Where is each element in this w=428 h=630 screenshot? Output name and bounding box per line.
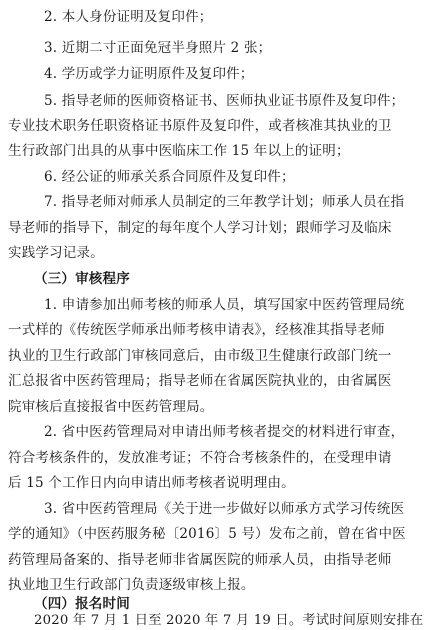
doc-line: 6. 经公证的师承关系合同原件及复印件； bbox=[44, 169, 295, 185]
doc-line: 符合考核条件的，发放准考证；不符合考核条件的，在受理申请 bbox=[8, 450, 392, 466]
doc-line: 学的通知》（中医药服务秘〔2016〕5 号）发布之前，曾在省中医 bbox=[8, 526, 406, 542]
doc-line: 3. 省中医药管理局《关于进一步做好以师承方式学习传统医 bbox=[44, 501, 405, 517]
doc-line: 1. 申请参加出师考核的师承人员，填写国家中医药管理局统 bbox=[44, 297, 405, 313]
doc-line: 生行政部门出具的从事中医临床工作 15 年以上的证明； bbox=[8, 143, 350, 159]
doc-line: 2020 年 7 月 1 日至 2020 年 7 月 19 日。考试时间原则安排在 bbox=[34, 613, 424, 628]
doc-line: 5. 指导老师的医师资格证书、医师执业证书原件及复印件； bbox=[44, 93, 405, 109]
doc-line: 7. 指导老师对师承人员制定的三年教学计划；师承人员在指 bbox=[44, 194, 405, 210]
section-heading: （四）报名时间 bbox=[34, 596, 130, 612]
doc-line: 后 15 个工作日内向申请出师考核者说明理由。 bbox=[8, 475, 295, 491]
doc-line: 3. 近期二寸正面免冠半身照片 2 张； bbox=[44, 40, 272, 56]
doc-line: 实践学习记录。 bbox=[8, 245, 104, 261]
doc-line: 导老师的指导下，制定的每年度个人学习计划；跟师学习及临床 bbox=[8, 220, 392, 236]
doc-line: 汇总报省中医药管理局；指导老师在省属医院执业的，由省属医 bbox=[8, 373, 392, 389]
doc-line: 执业地卫生行政部门负责逐级审核上报。 bbox=[8, 577, 255, 593]
section-heading: （三）审核程序 bbox=[34, 271, 130, 287]
doc-line: 专业技术职务任职资格证书原件及复印件，或者核准其执业的卫 bbox=[8, 118, 392, 134]
doc-line: 院审核后直接报省中医药管理局。 bbox=[8, 399, 214, 415]
doc-line: 2. 省中医药管理局对申请出师考核者提交的材料进行审查， bbox=[44, 424, 405, 440]
doc-line: 执业的卫生行政部门审核同意后，由市级卫生健康行政部门统一 bbox=[8, 348, 392, 364]
doc-line: 2. 本人身份证明及复印件； bbox=[44, 9, 213, 25]
doc-line: 4. 学历或学力证明原件及复印件； bbox=[44, 66, 254, 82]
doc-line: 药管理局备案的、指导老师非省属医院的师承人员，由指导老师 bbox=[8, 552, 392, 568]
doc-line: 一式样的《传统医学师承出师考核申请表》，经核准其指导老师 bbox=[8, 322, 385, 338]
